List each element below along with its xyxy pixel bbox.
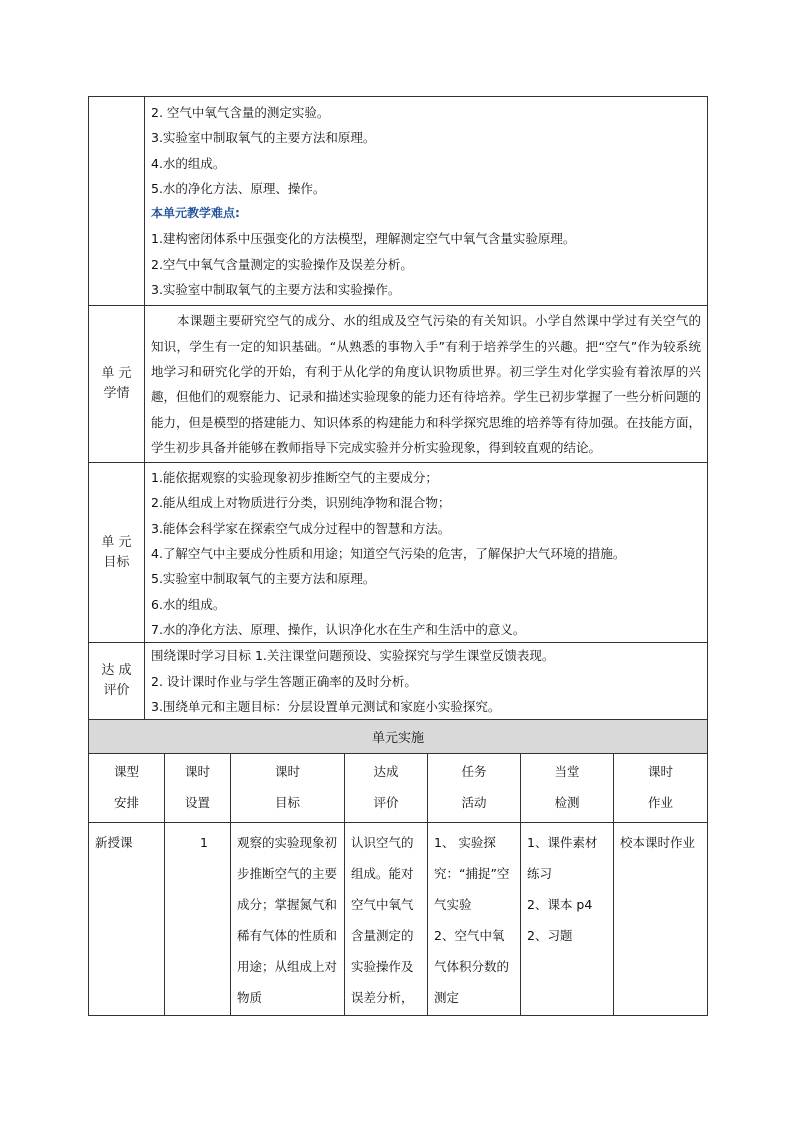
col-header-goal: 课时 目标 bbox=[231, 754, 345, 823]
lesson-homework-cell: 校本课时作业 bbox=[614, 823, 708, 1016]
unit-goals-label: 单 元 目标 bbox=[89, 463, 145, 643]
key-point-item: 4.水的组成。 bbox=[151, 155, 226, 171]
key-point-item: 5.水的净化方法、原理、操作。 bbox=[151, 180, 326, 196]
key-points-label-cell bbox=[89, 97, 145, 306]
lesson-goal-cell: 观察的实验现象初步推断空气的主要成分；掌握氮气和稀有气体的性质和用途；从组成上对物质 bbox=[231, 823, 345, 1016]
activity-item: 2、空气中氧气体积分数的测定 bbox=[434, 928, 510, 1006]
student-situation-label: 单 元 学情 bbox=[89, 306, 145, 463]
unit-overview-table bbox=[88, 96, 708, 754]
lesson-activity-cell bbox=[428, 823, 521, 1016]
key-points-content bbox=[145, 97, 708, 306]
implementation-column-headers bbox=[89, 754, 708, 823]
col-header-type: 课型 安排 bbox=[89, 754, 165, 823]
evaluation-item: 2. 设计课时作业与学生答题正确率的及时分析。 bbox=[151, 673, 417, 689]
evaluation-label: 达 成 评价 bbox=[89, 643, 145, 720]
implementation-header-row bbox=[89, 720, 708, 754]
evaluation-item: 围绕课时学习目标 1.关注课堂问题预设、实验探究与学生课堂反馈表现。 bbox=[151, 648, 555, 664]
evaluation-content bbox=[145, 643, 708, 720]
key-point-item: 3.实验室中制取氧气的主要方法和原理。 bbox=[151, 130, 376, 146]
evaluation-item: 3.围绕单元和主题目标：分层设置单元测试和家庭小实验探究。 bbox=[151, 698, 501, 714]
difficulty-item: 2.空气中氧气含量测定的实验操作及误差分析。 bbox=[151, 256, 413, 272]
check-item: 2、课本 p42、习题 bbox=[527, 897, 593, 944]
key-point-item: 2. 空气中氧气含量的测定实验。 bbox=[151, 105, 330, 120]
lesson-check-cell bbox=[521, 823, 614, 1016]
goal-item: 4.了解空气中主要成分性质和用途；知道空气污染的危害，了解保护大气环境的措施。 bbox=[151, 546, 626, 562]
unit-goals-row bbox=[89, 463, 708, 643]
col-header-activity: 任务 活动 bbox=[428, 754, 521, 823]
goal-item: 2.能从组成上对物质进行分类，识别纯净物和混合物； bbox=[151, 495, 451, 511]
col-header-count: 课时 设置 bbox=[165, 754, 231, 823]
difficulty-title: 本单元教学难点: bbox=[151, 206, 240, 221]
implementation-row bbox=[89, 823, 708, 1016]
difficulty-item: 3.实验室中制取氧气的主要方法和实验操作。 bbox=[151, 282, 401, 298]
evaluation-row bbox=[89, 643, 708, 720]
lesson-type-cell: 新授课 bbox=[89, 823, 165, 1016]
implementation-table bbox=[88, 753, 708, 1016]
student-situation-text: 本课题主要研究空气的成分、水的组成及空气污染的有关知识。小学自然课中学过有关空气的知识，学生有一定的知识基础。“从熟悉的事物入手”有利于培养学生的兴趣。把“空气”作为较系统地学习和研究化学的开始，有利于从化学的角度认识物质世界。初三学生对化学实验有着浓厚的兴趣，但他们的观察能力、记录和描述实验现象的能力还有待培养。学生已初步掌握了一些分析问题的能力，但是模型的搭建能力、知识体系的构建能力和科学探究思维的培养等有待加强。在技能方面，学生初步具备并能够在教师指导下完成实验并分析实验现象，得到较直观的结论。 bbox=[151, 313, 702, 455]
student-situation-content bbox=[145, 306, 708, 463]
lesson-plan-page bbox=[88, 96, 707, 1016]
col-header-homework: 课时 作业 bbox=[614, 754, 708, 823]
lesson-eval-cell: 认识空气的组成。能对空气中氧气含量测定的实验操作及误差分析， bbox=[345, 823, 428, 1016]
col-header-check: 当堂 检测 bbox=[521, 754, 614, 823]
key-points-row bbox=[89, 97, 708, 306]
goal-item: 7.水的净化方法、原理、操作，认识净化水在生产和生活中的意义。 bbox=[151, 621, 526, 637]
goal-item: 6.水的组成。 bbox=[151, 596, 226, 612]
goal-item: 3.能体会科学家在探索空气成分过程中的智慧和方法。 bbox=[151, 520, 451, 536]
lesson-count-cell: 1 bbox=[165, 823, 231, 1016]
unit-goals-content bbox=[145, 463, 708, 643]
student-situation-row bbox=[89, 306, 708, 463]
goal-item: 1.能依据观察的实验现象初步推断空气的主要成分； bbox=[151, 470, 438, 486]
difficulty-item: 1.建构密闭体系中压强变化的方法模型，理解测定空气中氧气含量实验原理。 bbox=[151, 231, 576, 247]
goal-item: 5.实验室中制取氧气的主要方法和原理。 bbox=[151, 571, 376, 587]
implementation-title: 单元实施 bbox=[89, 720, 708, 754]
check-item: 1、课件素材练习 bbox=[527, 835, 598, 882]
activity-item: 1、 实验探究：“捕捉”空气实验 bbox=[434, 835, 510, 913]
col-header-eval: 达成 评价 bbox=[345, 754, 428, 823]
